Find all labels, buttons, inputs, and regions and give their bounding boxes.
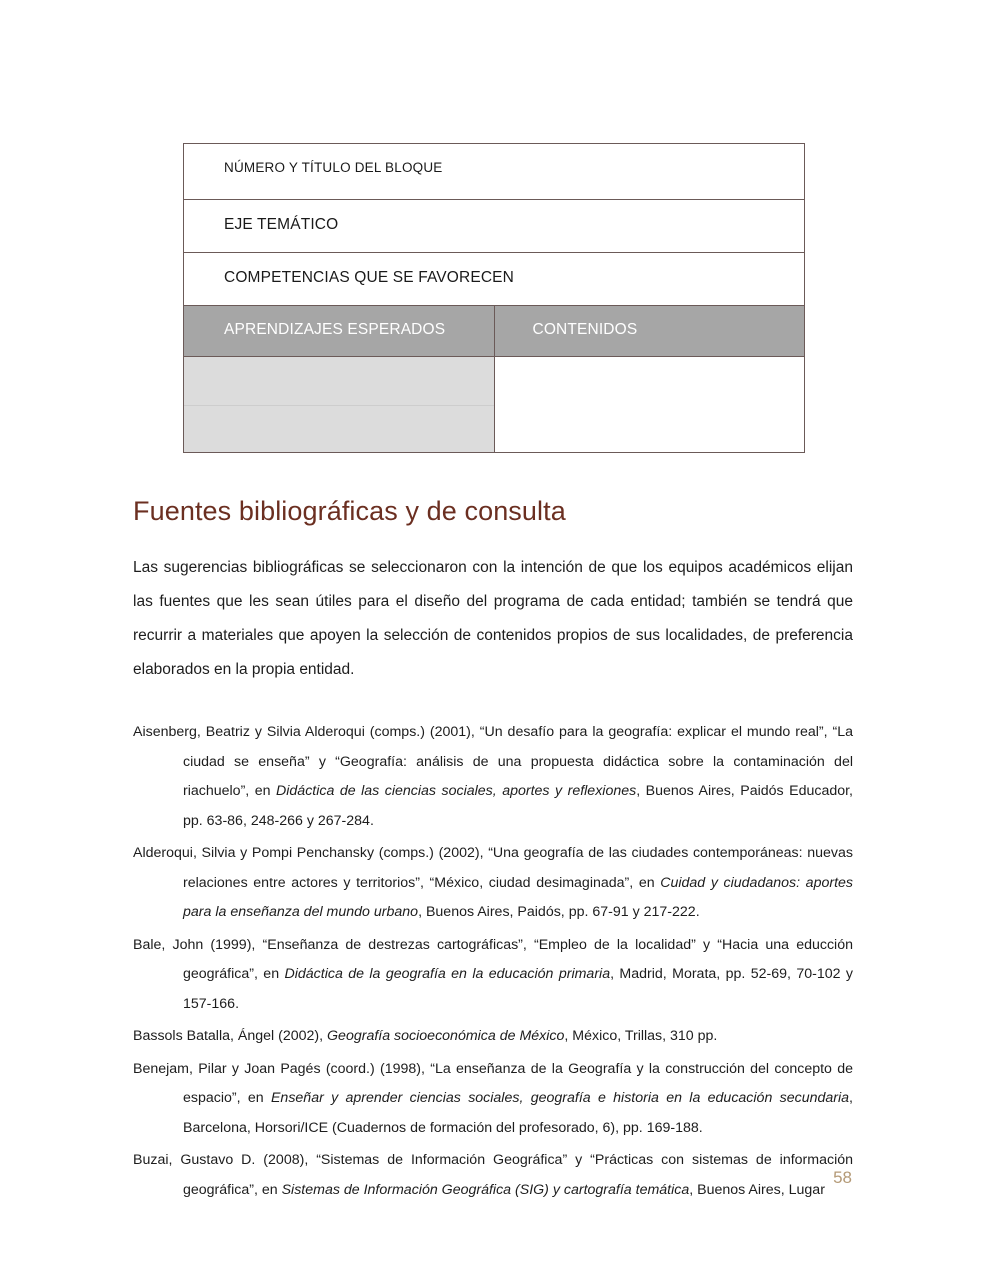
bibliography-entry: Benejam, Pilar y Joan Pagés (coord.) (1998), “La enseñanza de la Geografía y la construcción del concepto de espacio”, en Enseñar y aprender ciencias sociales, geografía e historia en la educación secundaria, Barcelona, Horsori/ICE (Cuadernos de formación del profesorado, 6), pp. 169-188. <box>133 1060 853 1136</box>
bibliography-entry: Bassols Batalla, Ángel (2002), Geografía socioeconómica de México, México, Trillas, 310 pp. <box>133 1028 718 1044</box>
label-competencies: COMPETENCIAS QUE SE FAVORECEN <box>224 269 515 286</box>
label-learning-outcomes: APRENDIZAJES ESPERADOS <box>224 321 446 338</box>
label-block-title: NÚMERO Y TÍTULO DEL BLOQUE <box>224 160 443 175</box>
value-learning-outcomes-body <box>184 357 494 373</box>
table-row-competencies <box>184 253 805 306</box>
page-number: 58 <box>833 1168 852 1187</box>
cell-block-title <box>184 144 805 200</box>
cell-contents-body <box>494 357 805 453</box>
value-contents-body <box>495 357 805 373</box>
table-row-thematic-axis <box>184 200 805 253</box>
bibliography-entry: Buzai, Gustavo D. (2008), “Sistemas de Información Geográfica” y “Prácticas con sistemas de información geográfica”, en Sistemas de Información Geográfica (SIG) y cartografía temática, Buenos Aires, Lugar <box>133 1152 853 1198</box>
label-thematic-axis: EJE TEMÁTICO <box>224 216 339 233</box>
block-planning-table <box>183 143 805 453</box>
cell-competencies <box>184 253 805 306</box>
column-header-contents <box>494 306 805 357</box>
table-header-row <box>184 306 805 357</box>
table-body-row <box>184 357 805 453</box>
bibliography-entry: Aisenberg, Beatriz y Silvia Alderoqui (comps.) (2001), “Un desafío para la geografía: explicar el mundo real”, “La ciudad se enseña” y “Geografía: análisis de una propuesta didáctica sobre la contaminación del riachuelo”, en Didáctica de las ciencias sociales, aportes y reflexiones, Buenos Aires, Paidós Educador, pp. 63-86, 248-266 y 267-284. <box>133 724 854 829</box>
bibliography-list <box>133 718 853 1208</box>
cell-learning-outcomes-body <box>184 357 495 453</box>
table-row-block-title <box>184 144 805 200</box>
bibliography-entry: Bale, John (1999), “Enseñanza de destrezas cartográficas”, “Empleo de la localidad” y “Hacia una educción geográfica”, en Didáctica de la geografía en la educación primaria, Madrid, Morata, pp. 52-69, 70-102 y 157-166. <box>133 936 853 1012</box>
bibliography-entry: Alderoqui, Silvia y Pompi Penchansky (comps.) (2002), “Una geografía de las ciudades contemporáneas: nuevas relaciones entre actores y territorios”, “México, ciudad desimaginada”, en Cuidad y ciudadanos: aportes para la enseñanza del mundo urbano, Buenos Aires, Paidós, pp. 67-91 y 217-222. <box>133 845 853 920</box>
intro-paragraph: Las sugerencias bibliográficas se seleccionaron con la intención de que los equipos académicos elijan las fuentes que les sean útiles para el diseño del programa de cada entidad; también se tendrá que recurrir a materiales que apoyen la selección de contenidos propios de sus localidades, de preferencia elaborados en la propia entidad. <box>133 559 853 678</box>
column-header-learning-outcomes <box>184 306 495 357</box>
page-title: Fuentes bibliográficas y de consulta <box>133 496 566 526</box>
label-contents: CONTENIDOS <box>532 321 638 338</box>
cell-thematic-axis <box>184 200 805 253</box>
